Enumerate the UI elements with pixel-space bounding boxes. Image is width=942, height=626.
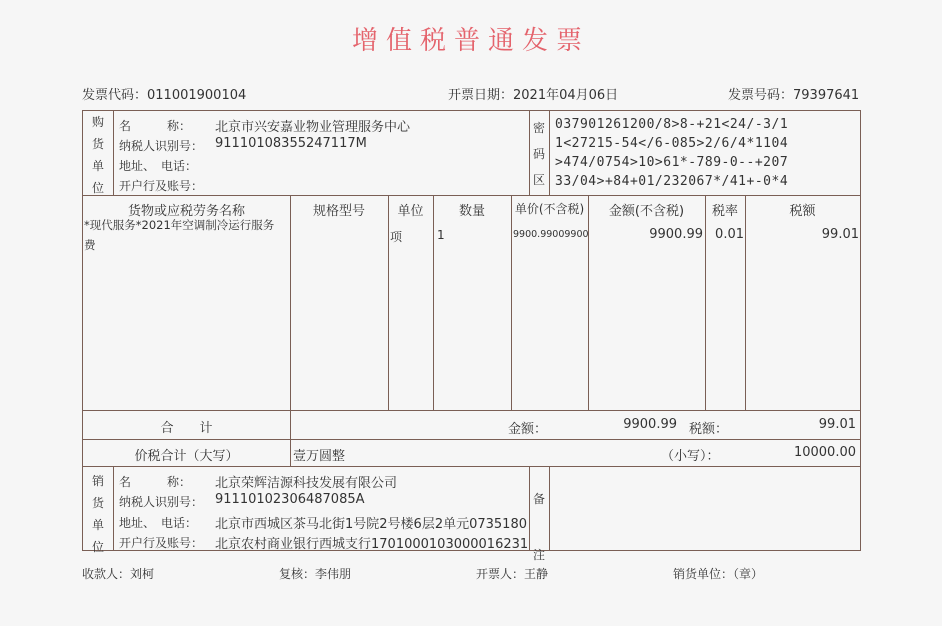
seller-tax-id-label: 纳税人识别号： xyxy=(119,495,204,509)
footer-seller-stamp: 销货单位：（章） xyxy=(673,567,764,581)
totals-tax: 99.01 xyxy=(818,417,856,432)
grand-total-label: 价税合计（大写） xyxy=(134,449,239,464)
grand-total-small: 10000.00 xyxy=(793,445,856,460)
col-header-tax: 税额 xyxy=(789,204,816,219)
invoice-title: 增值税普通发票 xyxy=(351,26,590,56)
totals-tax-label: 税额： xyxy=(689,422,729,437)
col-header-amount: 金额(不含税) xyxy=(608,204,685,219)
col-header-spec: 规格型号 xyxy=(312,204,365,219)
item-tax: 99.01 xyxy=(821,227,859,242)
cipher-line: 33/04>+84+01/232067*/41+-0*4 xyxy=(555,174,789,189)
col-header-qty: 数量 xyxy=(458,204,485,219)
cipher-line: 037901261200/8>8-+21<24/-3/1 xyxy=(555,117,789,132)
invoice-number: 发票号码：79397641 xyxy=(728,88,860,103)
item-rate: 0.01 xyxy=(715,227,744,242)
totals-label: 合 计 xyxy=(160,421,213,436)
col-header-item: 货物或应税劳务名称 xyxy=(127,204,245,219)
col-header-rate: 税率 xyxy=(711,204,738,219)
seller-address: 北京市西城区茶马北街1号院2号楼6层2单元0735180 xyxy=(215,517,527,532)
totals-amount-label: 金额： xyxy=(508,422,548,437)
buyer-address-label: 地址、 电话： xyxy=(119,159,198,173)
remarks-side-label: 备 注 xyxy=(532,492,545,562)
grand-total-words: 壹万圆整 xyxy=(293,449,346,464)
buyer-tax-id: 91110108355247117M xyxy=(215,136,367,151)
cipher-line: 1<27215-54</6-085>2/6/4*1104 xyxy=(555,136,789,151)
item-amount: 9900.99 xyxy=(649,227,703,242)
seller-tax-id: 91110102306487085A xyxy=(215,492,365,507)
cipher-side-label: 密 码 区 xyxy=(532,121,545,187)
buyer-tax-id-label: 纳税人识别号： xyxy=(119,139,204,153)
seller-side-label: 销 货 单 位 xyxy=(91,474,104,554)
item-qty: 1 xyxy=(437,228,445,242)
footer-issuer: 开票人：王静 xyxy=(476,567,549,581)
grand-total-small-label: （小写）： xyxy=(661,449,720,464)
invoice-code: 发票代码：011001900104 xyxy=(82,88,247,103)
item-name-line1: *现代服务*2021年空调制冷运行服务 xyxy=(84,218,275,232)
invoice-table xyxy=(82,110,861,562)
item-unit: 项 xyxy=(390,230,403,244)
footer-reviewer: 复核：李伟朋 xyxy=(279,567,352,581)
col-header-unit: 单位 xyxy=(397,204,424,219)
seller-bank: 北京农村商业银行西城支行1701000103000016231 xyxy=(215,537,529,552)
item-name-line2: 费 xyxy=(84,238,96,252)
seller-name-label: 名 称： xyxy=(119,475,192,489)
item-price: 9900.99009900 xyxy=(513,229,589,240)
buyer-name: 北京市兴安嘉业物业管理服务中心 xyxy=(215,120,411,135)
totals-amount: 9900.99 xyxy=(623,417,677,432)
buyer-name-label: 名 称： xyxy=(119,119,192,133)
footer-payee: 收款人：刘柯 xyxy=(82,567,155,581)
buyer-side-label: 购 货 单 位 xyxy=(91,115,104,195)
buyer-bank-label: 开户行及账号： xyxy=(119,179,204,193)
seller-address-label: 地址、 电话： xyxy=(119,516,198,530)
seller-name: 北京荣辉洁源科技发展有限公司 xyxy=(215,476,398,491)
invoice-date: 开票日期：2021年04月06日 xyxy=(448,88,619,103)
col-header-price: 单价(不含税) xyxy=(514,202,585,216)
cipher-line: >474/0754>10>61*-789-0--+207 xyxy=(555,155,789,170)
seller-bank-label: 开户行及账号： xyxy=(119,536,204,550)
